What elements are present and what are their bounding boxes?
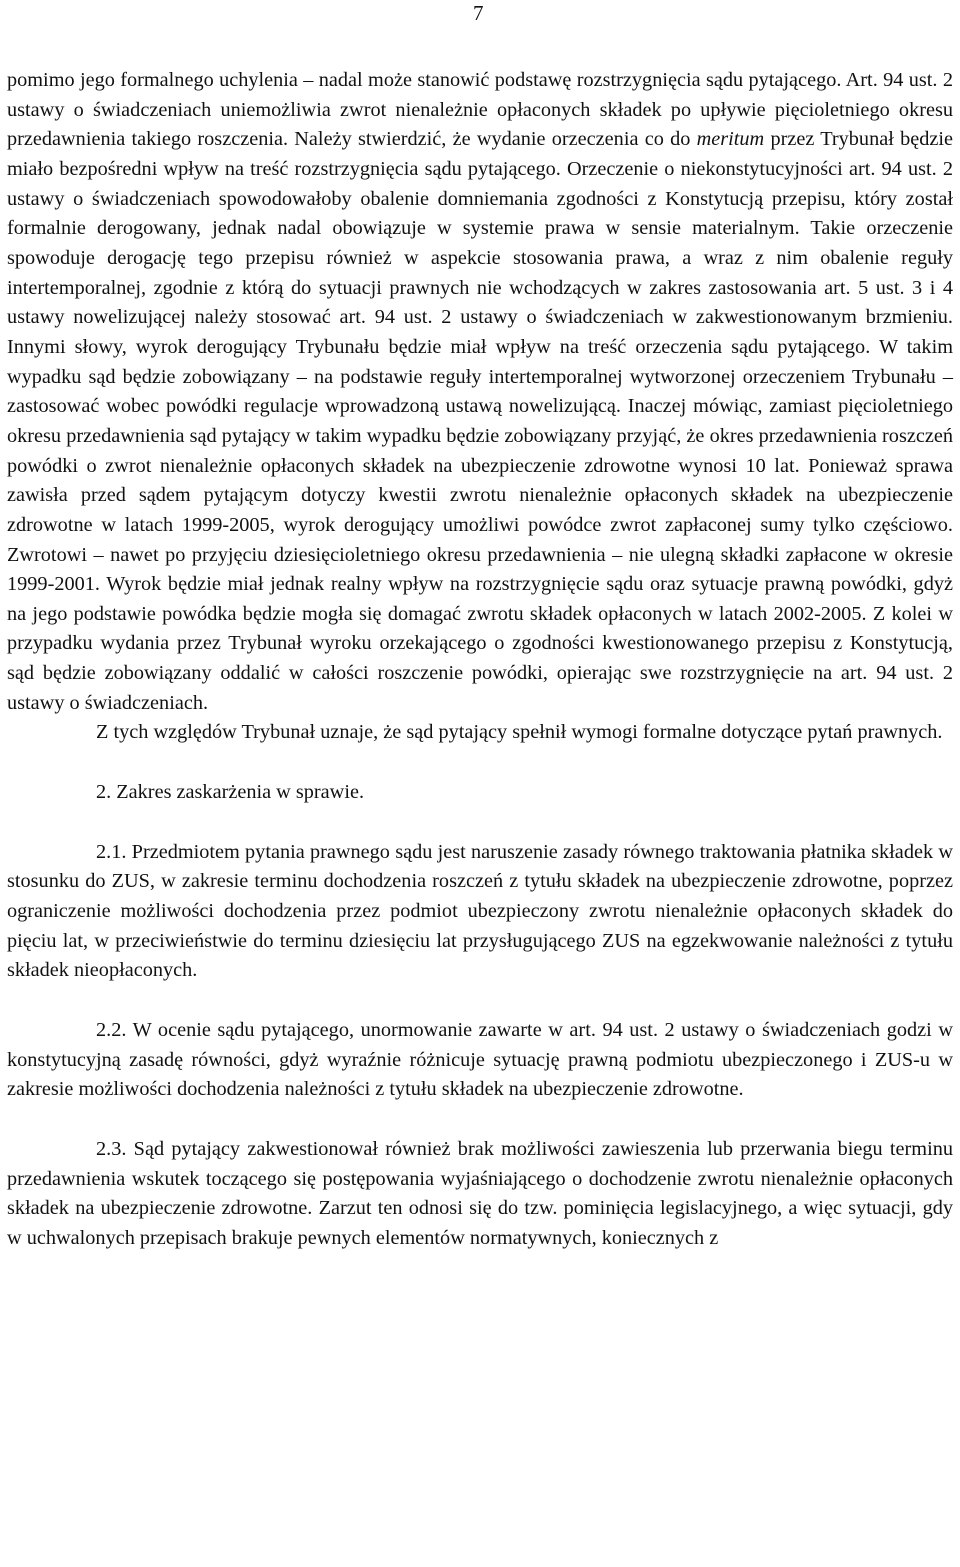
document-body [7,66,953,1254]
spacer [7,748,953,778]
paragraph-text: przez Trybunał będzie miało bezpośredni wpływ na treść rozstrzygnięcia sądu pytającego. Orzeczenie o niekonstytucyjności art. 94 ust. 2 ustawy o świadczeniach spowodowałoby obalenie domniemania zgodności z Konstytucją przepisu, który został formalnie derogowany, jednak nadal obowiązuje w systemie prawa w sensie materialnym. Takie orzeczenie spowoduje derogację tego przepisu również w aspekcie stosowania prawa, a wraz z nim obalenie reguły intertemporalnej, zgodnie z którą do sytuacji prawnych nie wchodzących w zakres zastosowania art. 5 ust. 3 i 4 ustawy nowelizującej należy stosować art. 94 ust. 2 ustawy o świadczeniach w zakwestionowanym brzmieniu. Innymi słowy, wyrok derogujący Trybunału będzie miał wpływ na treść orzeczenia sądu pytającego. W takim wypadku sąd będzie zobowiązany – na podstawie reguły intertemporalnej wytworzonej orzeczeniem Trybunału – zastosować wobec powódki regulacje wprowadzoną ustawą nowelizującą. Inaczej mówiąc, zamiast pięcioletniego okresu przedawnienia sąd pytający w takim wypadku będzie zobowiązany przyjąć, że okres przedawnienia roszczeń powódki o zwrot nienależnie opłaconych składek na ubezpieczenie zdrowotne wynosi 10 lat. Ponieważ sprawa zawisła przed sądem pytającym dotyczy kwestii zwrotu nienależnie opłaconych składek na ubezpieczenie zdrowotne w latach 1999-2005, wyrok derogujący umożliwi powódce zwrot zapłaconej sumy tylko częściowo. Zwrotowi – nawet po przyjęciu dziesięcioletniego okresu przedawnienia – nie ulegną składki zapłacone w okresie 1999-2001. Wyrok będzie miał jednak realny wpływ na rozstrzygnięcie sądu oraz sytuacje prawną powódki, gdyż na jego podstawie powódka będzie mogła się domagać zwrotu składek opłaconych w latach 2002-2005. Z kolei w przypadku wydania przez Trybunał wyroku orzekającego o zgodności kwestionowanego przepisu z Konstytucją, sąd będzie zobowiązany oddalić w całości roszczenie powódki, opierając swe rozstrzygnięcie na art. 94 ust. 2 ustawy o świadczeniach. [7,128,954,714]
paragraph-2-1: 2.1. Przedmiotem pytania prawnego sądu jest naruszenie zasady równego traktowania płatnika składek w stosunku do ZUS, w zakresie terminu dochodzenia roszczeń z tytułu składek na ubezpieczenie zdrowotne, poprzez ograniczenie możliwości dochodzenia przez podmiot ubezpieczony zwrotu nienależnie opłaconych składek do pięciu lat, w przeciwieństwie do terminu dziesięciu lat przysługującego ZUS na egzekwowanie należności z tytułu składek nieopłaconych. [7,840,953,982]
page-number: 7 [473,1,484,25]
spacer [7,986,953,1016]
paragraph-conclusion: Z tych względów Trybunał uznaje, że sąd pytający spełnił wymogi formalne dotyczące pytań prawnych. [96,721,943,744]
section-heading: 2. Zakres zaskarżenia w sprawie. [96,781,365,804]
italic-term: meritum [696,128,765,151]
spacer [7,808,953,838]
paragraph-text: pomimo jego formalnego uchylenia – nadal może stanowić podstawę rozstrzygnięcia sądu pytającego. Art. 94 ust. 2 ustawy o świadczeniach uniemożliwia zwrot nienależnie opłaconych składek po upływie pięcioletniego okresu przedawnienia takiego roszczenia. Należy stwierdzić, że wydanie orzeczenia co do [7,69,953,151]
spacer [7,1105,953,1135]
paragraph-continuation [7,66,953,718]
paragraph-2-3: 2.3. Sąd pytający zakwestionował również brak możliwości zawieszenia lub przerwania biegu terminu przedawnienia wskutek toczącego się postępowania wyjaśniającego o dochodzenie zwrotu nienależnie opłaconych składek na ubezpieczenie zdrowotne. Zarzut ten odnosi się do tzw. pominięcia legislacyjnego, a więc sytuacji, gdy w uchwalonych przepisach brakuje pewnych elementów normatywnych, koniecznych z [7,1138,953,1249]
paragraph-2-2: 2.2. W ocenie sądu pytającego, unormowanie zawarte w art. 94 ust. 2 ustawy o świadczeniach godzi w konstytucyjną zasadę równości, gdyż wyraźnie różnicuje sytuację prawną podmiotu ubezpieczonego i ZUS-u w zakresie możliwości dochodzenia należności z tytułu składek na ubezpieczenie zdrowotne. [7,1019,953,1101]
